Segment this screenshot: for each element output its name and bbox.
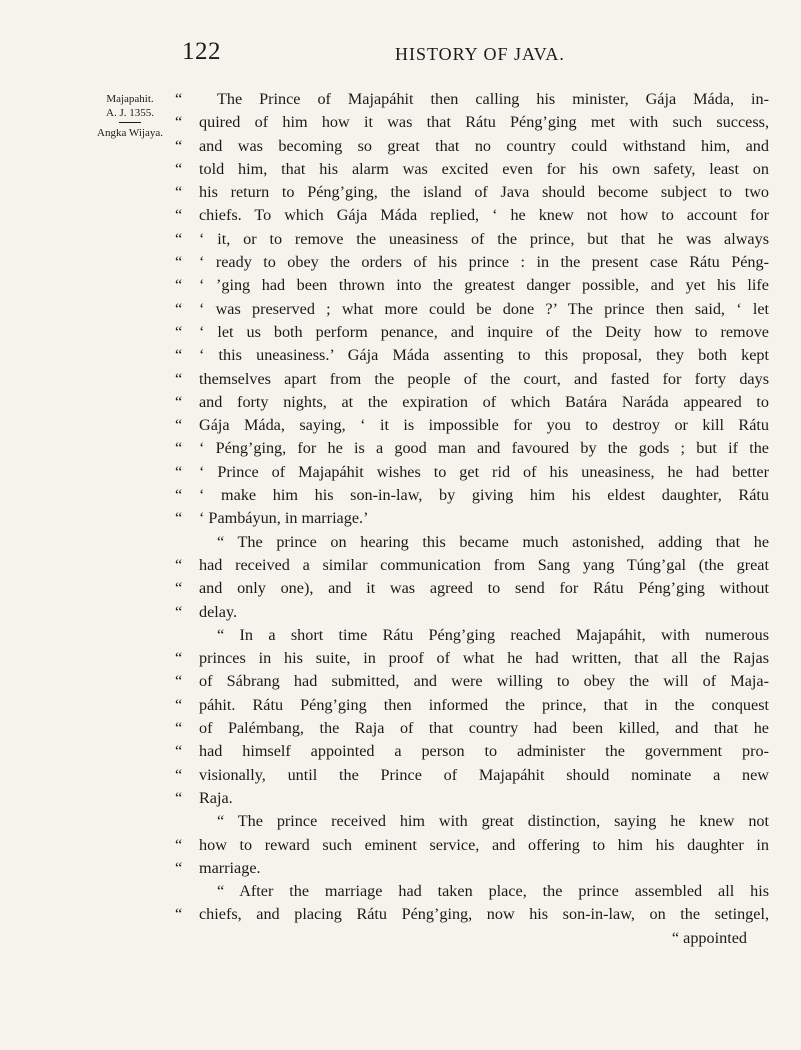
quote-mark: “ [175,555,183,574]
text-line [175,647,769,670]
text-line [175,810,769,833]
text-line [175,135,769,158]
margin-note-place: Majapahit. [106,93,154,105]
text-line [175,321,769,344]
quote-mark: “ [175,905,183,924]
quote-mark: “ [175,439,183,458]
text-line [175,624,769,647]
line-text: “ The prince on hearing this became much astonished, adding that he [217,532,769,551]
quote-mark: “ [175,322,183,341]
text-line [175,204,769,227]
line-text: Gája Máda, saying, ‘ it is impossible for you to destroy or kill Rátu [199,416,769,435]
line-text: chiefs, and placing Rátu Péng’ging, now his son-in-law, on the setingel, [199,905,769,924]
line-text: ‘ ’ging had been thrown into the greatest danger possible, and yet his life [199,276,769,295]
quote-mark: “ [175,90,183,108]
text-line [175,903,769,926]
line-text: ‘ Péng’ging, for he is a good man and favoured by the gods ; but if the [199,439,769,458]
quote-mark: “ [175,788,183,807]
line-text: of Palémbang, the Raja of that country had been killed, and that he [199,719,769,738]
line-text: ‘ make him his son-in-law, by giving him his eldest daughter, Rátu [199,486,769,505]
text-line [175,834,769,857]
quote-mark: “ [175,695,183,714]
quote-mark: “ [175,579,183,598]
line-text: ‘ this uneasiness.’ Gája Máda assenting to this proposal, they both kept [199,346,769,365]
line-text: had himself appointed a person to administer the government pro- [199,742,769,761]
text-line [175,857,769,880]
line-text: and was becoming so great that no country could withstand him, and [199,136,769,155]
text-line [175,717,769,740]
page-number: 122 [182,38,221,65]
text-line [175,577,769,600]
line-text: “ After the marriage had taken place, the prince assembled all his [217,882,769,901]
text-line [175,507,769,530]
line-text: “ In a short time Rátu Péng’ging reached Majapáhit, with numerous [217,625,769,644]
quote-mark: “ [175,346,183,365]
text-line [175,880,769,903]
quote-mark: “ [175,136,183,155]
quote-mark: “ [175,229,183,248]
quote-mark: “ [175,253,183,272]
margin-note-rule [119,122,141,123]
text-line [175,740,769,763]
margin-notes [94,92,166,140]
line-text: ‘ it, or to remove the uneasiness of the prince, but that he was always [199,229,769,248]
quote-mark: “ [175,392,183,411]
text-line [175,601,769,624]
quote-mark: “ [175,486,183,505]
quote-mark: “ [175,672,183,691]
line-text: ‘ ready to obey the orders of his prince : in the present case Rátu Péng- [199,253,769,272]
text-line [175,344,769,367]
quote-mark: “ [175,742,183,761]
quote-mark: “ [175,719,183,738]
line-text: “ appointed [671,928,747,947]
quote-mark: “ [175,276,183,295]
text-line [175,461,769,484]
line-text: had received a similar communication from Sang yang Túng’gal (the great [199,555,769,574]
line-text: and only one), and it was agreed to send for Rátu Péng’ging without [199,579,769,598]
quote-mark: “ [175,462,183,481]
line-text: ‘ let us both perform penance, and inquire of the Deity how to remove [199,322,769,341]
line-text: how to reward such eminent service, and offering to him his daughter in [199,835,769,854]
quote-mark: “ [175,369,183,388]
line-text: of Sábrang had submitted, and were willing to obey the will of Maja- [199,672,769,691]
text-line [175,694,769,717]
quote-mark: “ [175,602,183,621]
quote-mark: “ [175,159,183,178]
line-text: The Prince of Majapáhit then calling his minister, Gája Máda, in- [217,90,769,108]
line-text: and forty nights, at the expiration of which Batára Naráda appeared to [199,392,769,411]
text-line [175,787,769,810]
text-line [175,531,769,554]
quote-mark: “ [175,299,183,318]
line-text: ‘ Pambáyun, in marriage.’ [199,509,369,528]
text-line [175,228,769,251]
text-line [175,88,769,111]
text-line [175,298,769,321]
line-text: ‘ Prince of Majapáhit wishes to get rid of his uneasiness, he had better [199,462,769,481]
line-text: told him, that his alarm was excited even for his own safety, least on [199,159,769,178]
quote-mark: “ [175,416,183,435]
text-line [175,414,769,437]
line-text: quired of him how it was that Rátu Péng’ging met with such success, [199,113,769,132]
body-text [175,88,769,950]
line-text: princes in his suite, in proof of what he had written, that all the Rajas [199,649,769,668]
text-line [175,158,769,181]
quote-mark: “ [175,183,183,202]
quote-mark: “ [175,835,183,854]
quote-mark: “ [175,509,183,528]
line-text: marriage. [199,858,261,877]
margin-note-king: Angka Wijaya. [97,127,163,139]
text-line [175,181,769,204]
catchword-line [175,927,769,950]
line-text: chiefs. To which Gája Máda replied, ‘ he knew not how to account for [199,206,769,225]
text-line [175,484,769,507]
running-head: HISTORY OF JAVA. [395,44,565,64]
quote-mark: “ [175,858,183,877]
line-text: ‘ was preserved ; what more could be done ?’ The prince then said, ‘ let [199,299,769,318]
text-line [175,391,769,414]
line-text: themselves apart from the people of the court, and fasted for forty days [199,369,769,388]
text-line [175,274,769,297]
margin-note-year: A. J. 1355. [106,107,154,119]
quote-mark: “ [175,206,183,225]
text-line [175,251,769,274]
text-line [175,437,769,460]
line-text: his return to Péng’ging, the island of Java should become subject to two [199,183,769,202]
text-line [175,554,769,577]
quote-mark: “ [175,113,183,132]
line-text: delay. [199,602,238,621]
quote-mark: “ [175,649,183,668]
quote-mark: “ [175,765,183,784]
line-text: páhit. Rátu Péng’ging then informed the prince, that in the conquest [199,695,769,714]
line-text: “ The prince received him with great distinction, saying he knew not [217,812,769,831]
line-text: visionally, until the Prince of Majapáhit should nominate a new [199,765,769,784]
line-text: Raja. [199,788,233,807]
text-line [175,670,769,693]
text-line [175,111,769,134]
text-line [175,368,769,391]
text-line [175,764,769,787]
